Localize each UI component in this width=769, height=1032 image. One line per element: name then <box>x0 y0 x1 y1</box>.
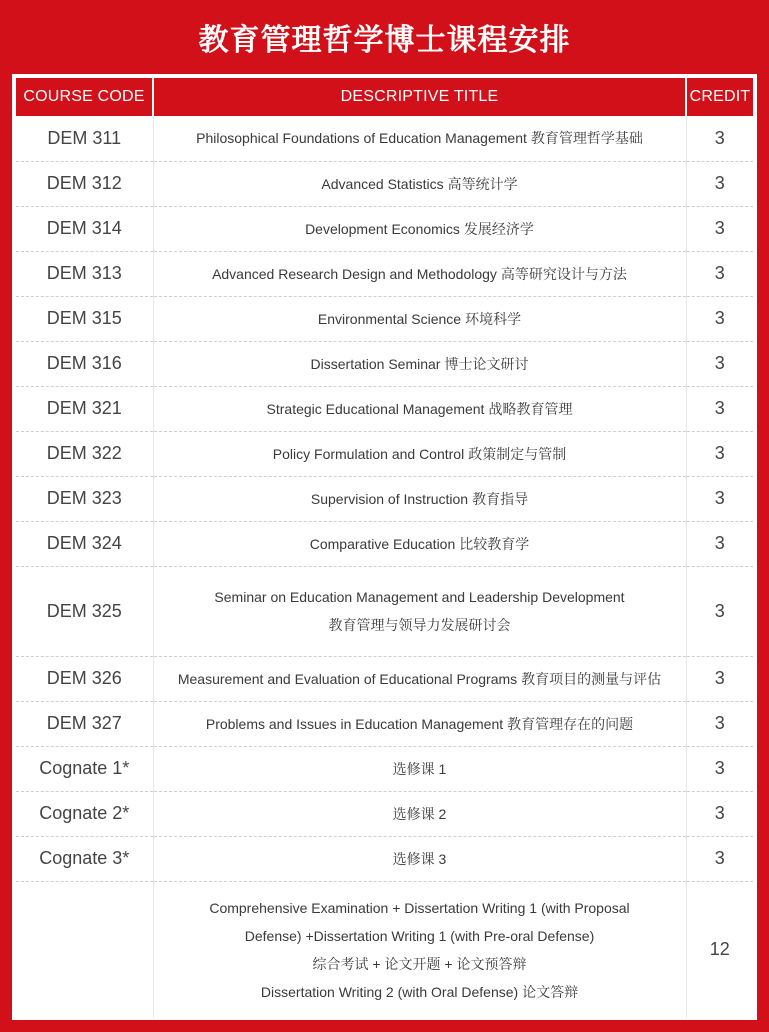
course-title-en: Strategic Educational Management <box>266 400 485 417</box>
course-title-zh: 教育管理哲学基础 <box>530 130 643 147</box>
course-title-zh: 政策制定与管制 <box>468 445 567 462</box>
course-title-en: Supervision of Instruction <box>310 490 469 507</box>
course-code: DEM 314 <box>16 206 153 251</box>
course-title-en: Problems and Issues in Education Management <box>205 715 504 732</box>
course-title <box>153 746 686 791</box>
course-title-en: Philosophical Foundations of Education Management <box>196 130 527 147</box>
header-course-code: COURSE CODE <box>16 78 153 116</box>
course-title <box>153 206 686 251</box>
course-credit: 3 <box>686 656 753 701</box>
table-row <box>16 566 753 656</box>
course-code: DEM 321 <box>16 386 153 431</box>
course-code: DEM 311 <box>16 116 153 161</box>
table-header-row <box>16 78 753 116</box>
course-title <box>153 341 686 386</box>
table-row <box>16 296 753 341</box>
course-title <box>153 386 686 431</box>
course-code: Cognate 1* <box>16 746 153 791</box>
table-row-final <box>16 881 753 1018</box>
course-title <box>153 251 686 296</box>
final-line-3: 综合考试 + 论文开题 + 论文预答辩 <box>312 955 527 972</box>
header-descriptive-title: DESCRIPTIVE TITLE <box>153 78 686 116</box>
course-code: Cognate 3* <box>16 836 153 881</box>
course-title <box>153 791 686 836</box>
final-line-4: Dissertation Writing 2 (with Oral Defense) 论文答辩 <box>260 983 579 1000</box>
course-title-en: Dissertation Seminar <box>310 355 441 372</box>
course-title-en: Seminar on Education Management and Leadership Development <box>214 589 625 605</box>
course-title <box>153 476 686 521</box>
final-line-2: Defense) +Dissertation Writing 1 (with Pre-oral Defense) <box>244 927 595 944</box>
table-row <box>16 206 753 251</box>
course-title-zh: 发展经济学 <box>463 220 534 237</box>
page-title: 教育管理哲学博士课程安排 <box>198 23 571 58</box>
course-table-frame <box>12 74 757 1020</box>
course-title-zh: 战略教育管理 <box>488 400 573 417</box>
course-title-zh: 博士论文研讨 <box>444 355 529 372</box>
course-code: DEM 316 <box>16 341 153 386</box>
course-title-zh: 选修课 1 <box>392 760 447 777</box>
table-row <box>16 836 753 881</box>
course-title-zh: 高等统计学 <box>447 175 518 192</box>
table-row <box>16 386 753 431</box>
course-title-zh: 教育项目的测量与评估 <box>521 670 662 687</box>
table-row <box>16 251 753 296</box>
course-credit: 12 <box>709 939 730 960</box>
table-row <box>16 116 753 161</box>
table-row <box>16 476 753 521</box>
course-credit: 3 <box>686 161 753 206</box>
course-credit: 3 <box>686 791 753 836</box>
final-line-1: Comprehensive Examination + Dissertation Writing 1 (with Proposal <box>209 899 630 916</box>
course-credit: 3 <box>686 476 753 521</box>
course-table <box>16 78 753 1018</box>
table-row <box>16 431 753 476</box>
course-code: Cognate 2* <box>16 791 153 836</box>
course-code <box>16 881 153 1018</box>
table-row <box>16 341 753 386</box>
course-code: DEM 325 <box>16 566 153 656</box>
course-credit: 3 <box>686 251 753 296</box>
course-title-en: Measurement and Evaluation of Educational Programs <box>177 670 518 687</box>
table-row <box>16 656 753 701</box>
course-credit: 3 <box>686 701 753 746</box>
course-title <box>153 836 686 881</box>
course-credit: 3 <box>686 521 753 566</box>
course-title-en: Comparative Education <box>309 535 456 552</box>
course-title-zh: 环境科学 <box>465 310 522 327</box>
course-title-zh: 比较教育学 <box>459 535 530 552</box>
course-code: DEM 323 <box>16 476 153 521</box>
course-code: DEM 315 <box>16 296 153 341</box>
table-row <box>16 746 753 791</box>
course-title-zh: 教育管理存在的问题 <box>507 715 634 732</box>
course-credit: 3 <box>686 116 753 161</box>
course-credit: 3 <box>686 566 753 656</box>
course-title <box>153 116 686 161</box>
course-credit: 3 <box>686 386 753 431</box>
course-title <box>153 656 686 701</box>
header-credit: CREDIT <box>686 78 753 116</box>
course-code: DEM 312 <box>16 161 153 206</box>
course-title <box>153 521 686 566</box>
course-title <box>153 296 686 341</box>
course-code: DEM 327 <box>16 701 153 746</box>
course-title-zh: 选修课 2 <box>392 805 447 822</box>
course-title-zh: 教育管理与领导力发展研讨会 <box>328 617 511 633</box>
course-credit: 3 <box>686 431 753 476</box>
table-row <box>16 521 753 566</box>
course-title-en: Environmental Science <box>317 310 462 327</box>
course-credit: 3 <box>686 206 753 251</box>
course-title-zh: 高等研究设计与方法 <box>500 265 627 282</box>
course-title <box>153 431 686 476</box>
course-credit: 3 <box>686 746 753 791</box>
table-row <box>16 701 753 746</box>
course-title-en: Advanced Statistics <box>321 175 444 192</box>
course-title-en: Policy Formulation and Control <box>272 445 465 462</box>
course-title <box>153 566 686 656</box>
course-credit: 3 <box>686 296 753 341</box>
table-row <box>16 161 753 206</box>
course-code: DEM 324 <box>16 521 153 566</box>
course-code: DEM 313 <box>16 251 153 296</box>
course-title <box>153 701 686 746</box>
course-title-zh: 教育指导 <box>472 490 529 507</box>
course-code: DEM 322 <box>16 431 153 476</box>
course-title <box>153 881 686 1018</box>
course-title-en: Advanced Research Design and Methodology <box>212 265 497 282</box>
course-credit: 3 <box>686 836 753 881</box>
course-credit: 3 <box>686 341 753 386</box>
course-title <box>153 161 686 206</box>
course-title-en: Development Economics <box>305 220 460 237</box>
course-title-zh: 选修课 3 <box>392 850 447 867</box>
course-code: DEM 326 <box>16 656 153 701</box>
table-row <box>16 791 753 836</box>
